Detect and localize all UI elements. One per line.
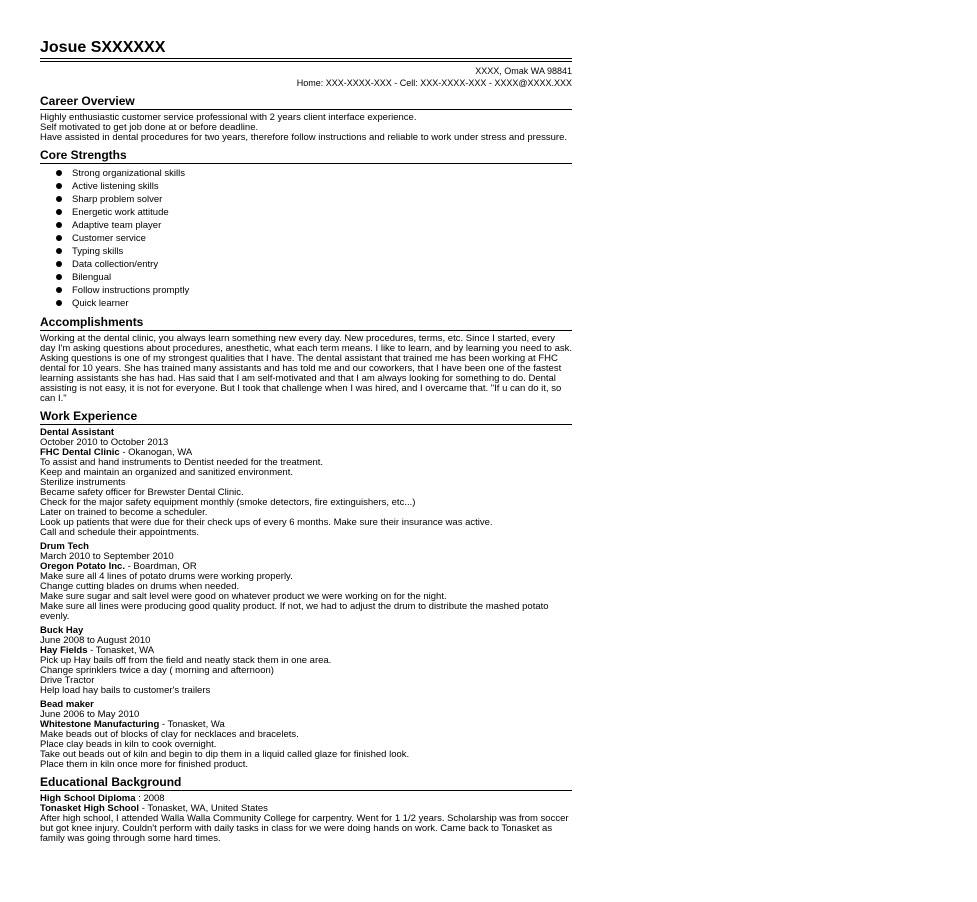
header-divider [40,58,572,62]
job-dates: October 2010 to October 2013 [40,437,169,448]
job-duty: Make sure all lines were producing good quality product. If not, we had to adjust the drum to distribute the mashed potato evenly. [40,601,549,622]
job-entry [40,626,572,696]
job-company: Hay Fields [40,645,88,656]
job-company: Whitestone Manufacturing [40,719,160,730]
strength-item: Data collection/entry [72,258,572,271]
core-strengths-heading: Core Strengths [40,148,572,164]
education-description: After high school, I attended Walla Walla Community College for carpentry. Went for 1 1/2 years. Scholarship was from soccer but got knee injury. Couldn't perform with daily tasks in class for we were doing hands on work. Came back to Tonasket as family was going through some hard times. [40,813,569,844]
job-duty: Change sprinklers twice a day ( morning and afternoon) [40,665,274,676]
job-duty: Pick up Hay bails off from the field and neatly stack them in one area. [40,655,332,666]
job-location: - Okanogan, WA [119,447,193,458]
work-experience-heading: Work Experience [40,409,572,425]
job-duty: Make sure sugar and salt level were good on whatever product we were working on for the night. [40,591,447,602]
job-duty: Make sure all 4 lines of potato drums were working properly. [40,571,293,582]
bullet-icon [56,170,62,176]
education-location: - Tonasket, WA, United States [139,803,268,814]
job-position: Bead maker [40,699,94,710]
job-location: - Boardman, OR [124,561,197,572]
education-entry [40,794,572,844]
job-location: - Tonasket, Wa [159,719,225,730]
job-duty: Take out beads out of kiln and begin to dip them in a liquid called glaze for finished look. [40,749,410,760]
job-duty: Became safety officer for Brewster Dental Clinic. [40,487,244,498]
strength-item: Active listening skills [72,180,572,193]
career-overview-line: Highly enthusiastic customer service professional with 2 years client interface experience. [40,112,417,123]
contact-block [40,65,572,89]
job-entry [40,542,572,622]
strength-item: Follow instructions promptly [72,284,572,297]
applicant-name: Josue SXXXXXX [40,39,166,56]
strength-item: Energetic work attitude [72,206,572,219]
bullet-icon [56,209,62,215]
job-duty: Help load hay bails to customer's trailers [40,685,211,696]
strength-item: Sharp problem solver [72,193,572,206]
job-duty: Call and schedule their appointments. [40,527,199,538]
career-overview-line: Self motivated to get job done at or before deadline. [40,122,259,133]
job-company: FHC Dental Clinic [40,447,120,458]
job-position: Drum Tech [40,541,89,552]
job-dates: June 2006 to May 2010 [40,709,140,720]
job-duty: Place them in kiln once more for finished product. [40,759,249,770]
bullet-icon [56,287,62,293]
job-duty: Change cutting blades on drums when needed. [40,581,240,592]
core-strengths-list [40,167,572,310]
job-duty: Look up patients that were due for their check ups of every 6 months. Make sure their insurance was active. [40,517,493,528]
contact-phones: Home: XXX-XXXX-XXX - Cell: XXX-XXXX-XXX - XXXX@XXXX.XXX [296,78,572,88]
job-duty: Make beads out of blocks of clay for necklaces and bracelets. [40,729,299,740]
bullet-icon [56,248,62,254]
job-entry [40,428,572,538]
strength-item: Adaptive team player [72,219,572,232]
job-duty: Later on trained to become a scheduler. [40,507,208,518]
bullet-icon [56,222,62,228]
resume-document [40,38,572,844]
job-duty: Check for the major safety equipment monthly (smoke detectors, fire extinguishers, etc...) [40,497,416,508]
bullet-icon [56,183,62,189]
bullet-icon [56,196,62,202]
job-dates: March 2010 to September 2010 [40,551,174,562]
career-overview-line: Have assisted in dental procedures for two years, therefore follow instructions and reliable to work under stress and pressure. [40,132,567,143]
strength-item: Customer service [72,232,572,245]
strength-item: Typing skills [72,245,572,258]
job-position: Dental Assistant [40,427,115,438]
education-year: : 2008 [135,793,165,804]
education-heading: Educational Background [40,775,572,791]
strength-item: Strong organizational skills [72,167,572,180]
job-dates: June 2008 to August 2010 [40,635,151,646]
bullet-icon [56,261,62,267]
job-location: - Tonasket, WA [87,645,155,656]
education-school: Tonasket High School [40,803,140,814]
education-degree: High School Diploma [40,793,136,804]
bullet-icon [56,300,62,306]
contact-address: XXXX, Omak WA 98841 [475,66,572,76]
job-duty: Place clay beads in kiln to cook overnight. [40,739,217,750]
job-duty: To assist and hand instruments to Dentist needed for the treatment. [40,457,324,468]
job-duty: Drive Tractor [40,675,95,686]
job-position: Buck Hay [40,625,84,636]
accomplishments-text: Working at the dental clinic, you always learn something new every day. New procedures, terms, etc. Since I started, every day I'm asking questions about procedures, anesthetic, what each term means. I like to learn, and by learning you need to ask. Asking questions is one of my strongest qualities that I have. The dental assistant that trained me has been working at FHC dental for 10 years. She has trained many assistants and has told me and our coworkers, that I have been one of the fastest learning assistants she has had. Has said that I am self-motivated and that I am always looking for something to do. Dental assisting is not easy, it is not for everyone. But I took that challenge when I was hired, and I overcame that. "If u can do it, so can I." [40,333,573,404]
bullet-icon [56,274,62,280]
bullet-icon [56,235,62,241]
career-overview-body [40,113,572,143]
career-overview-heading: Career Overview [40,94,572,110]
accomplishments-heading: Accomplishments [40,315,572,331]
job-entry [40,700,572,770]
strength-item: Quick learner [72,297,572,310]
job-duty: Sterilize instruments [40,477,126,488]
job-duty: Keep and maintain an organized and sanitized environment. [40,467,293,478]
job-company: Oregon Potato Inc. [40,561,125,572]
strength-item: Bilengual [72,271,572,284]
